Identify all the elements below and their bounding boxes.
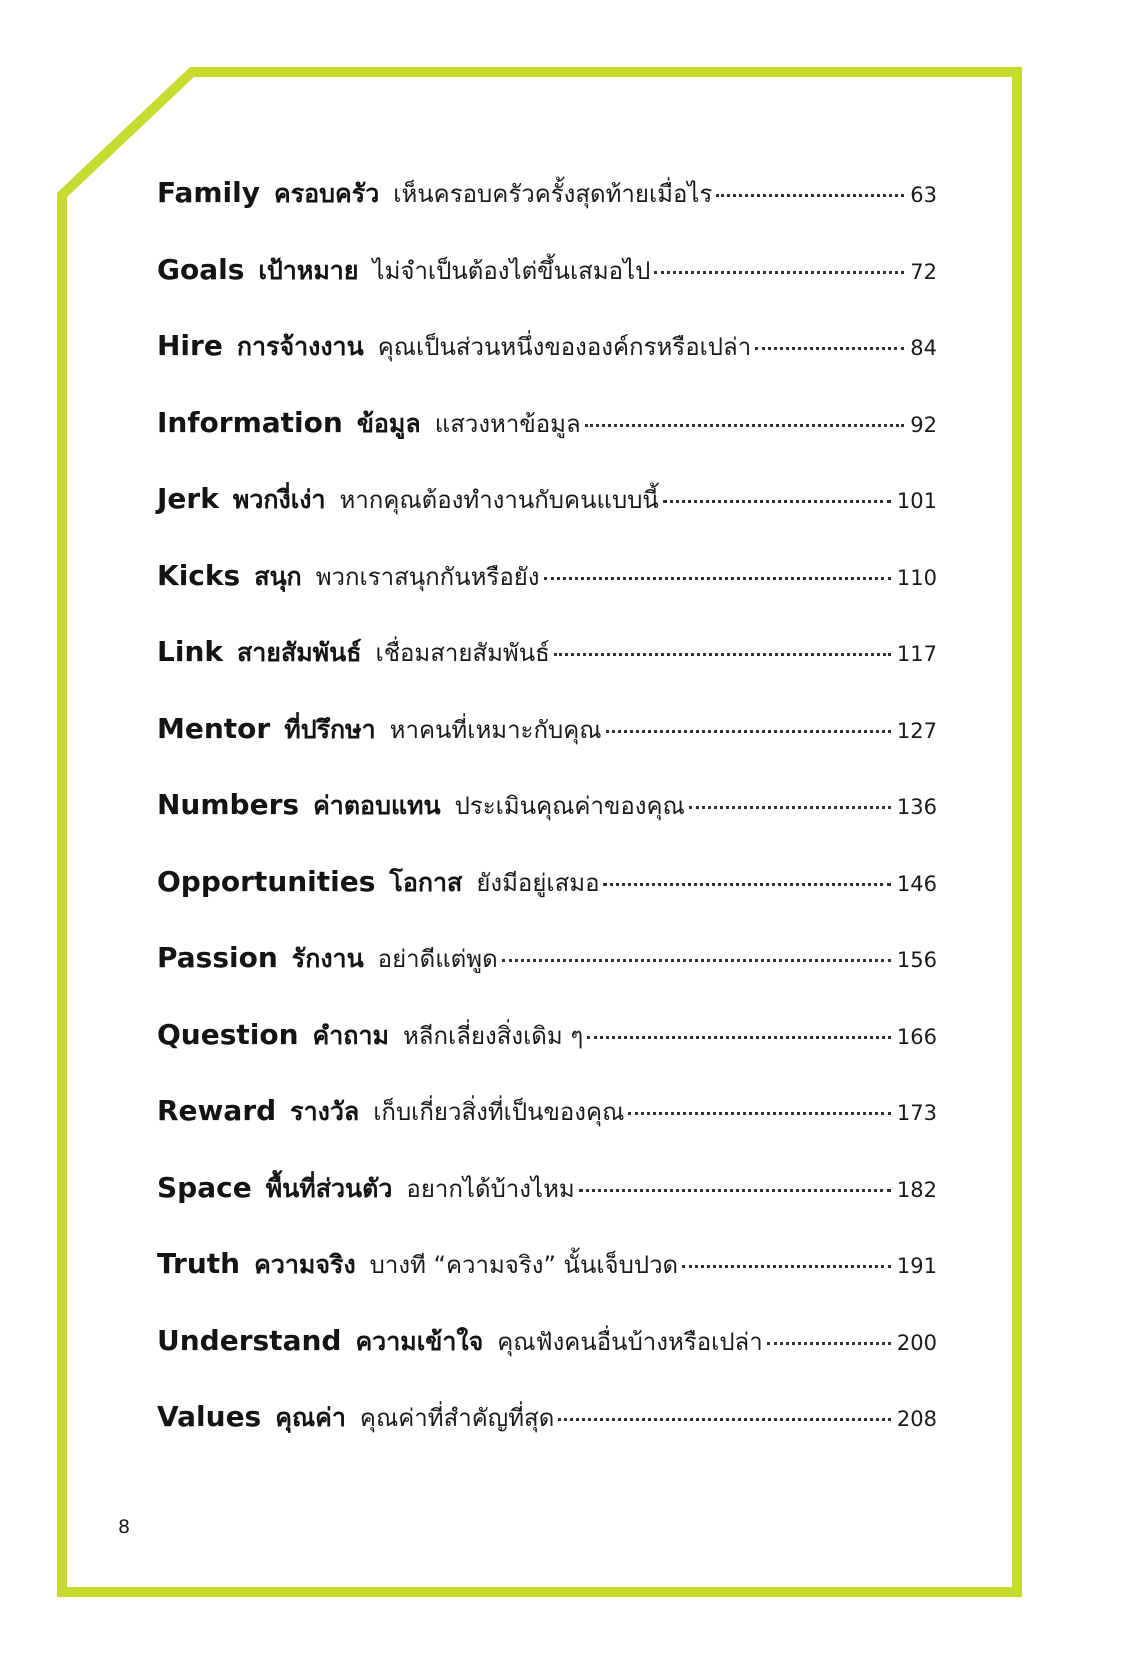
- dot-leader: [682, 1265, 891, 1268]
- entry-page-number: 166: [896, 1024, 937, 1049]
- dot-leader: [502, 959, 891, 962]
- dot-leader: [544, 577, 891, 580]
- entry-thai-title: เป้าหมาย: [258, 255, 359, 285]
- entry-subtitle: เก็บเกี่ยวสิ่งที่เป็นของคุณ: [373, 1098, 625, 1126]
- entry-page-number: 72: [910, 259, 937, 284]
- dot-leader: [579, 1189, 891, 1192]
- entry-page-number: 92: [910, 412, 937, 437]
- entry-thai-title: ค่าตอบแทน: [313, 791, 441, 820]
- dot-leader: [663, 500, 891, 503]
- entry-subtitle: คุณเป็นส่วนหนึ่งขององค์กรหรือเปล่า: [377, 333, 752, 361]
- entry-english-title: Space: [157, 1170, 252, 1204]
- entry-thai-title: พวกงี่เง่า: [232, 485, 326, 514]
- toc-entry[interactable]: [157, 1169, 937, 1246]
- page-number-folio: 8: [118, 1516, 131, 1538]
- toc-entry[interactable]: [157, 557, 937, 634]
- toc-entry[interactable]: [157, 251, 937, 328]
- entry-english-title: Reward: [157, 1094, 277, 1127]
- entry-subtitle: คุณฟังคนอื่นบ้างหรือเปล่า: [497, 1327, 763, 1356]
- entry-page-number: 136: [896, 795, 937, 819]
- toc-entry[interactable]: [157, 633, 937, 710]
- entry-page-number: 127: [896, 718, 937, 743]
- entry-thai-title: พื้นที่ส่วนตัว: [265, 1173, 393, 1203]
- entry-english-title: Numbers: [157, 788, 300, 821]
- dot-leader: [587, 1036, 891, 1039]
- dot-leader: [716, 194, 904, 197]
- entry-page-number: 101: [896, 489, 937, 513]
- toc-entry[interactable]: [157, 404, 937, 481]
- dot-leader: [558, 1418, 891, 1421]
- dot-leader: [654, 271, 904, 274]
- entry-thai-title: โอกาส: [389, 867, 463, 897]
- dot-leader: [628, 1112, 891, 1115]
- entry-thai-title: การจ้างงาน: [236, 332, 364, 361]
- entry-page-number: 156: [896, 948, 937, 972]
- toc-entry[interactable]: [157, 480, 937, 557]
- table-of-contents: [157, 174, 937, 1475]
- toc-entry[interactable]: [157, 1016, 937, 1093]
- entry-page-number: 208: [896, 1407, 937, 1431]
- dot-leader: [689, 806, 891, 809]
- entry-english-title: Kicks: [157, 558, 241, 592]
- toc-entry[interactable]: [157, 939, 937, 1016]
- toc-entry[interactable]: [157, 174, 937, 251]
- entry-subtitle: ยังมีอยู่เสมอ: [476, 868, 600, 897]
- toc-entry[interactable]: [157, 1398, 937, 1475]
- entry-subtitle: แสวงหาข้อมูล: [434, 409, 581, 438]
- dot-leader: [606, 730, 891, 733]
- entry-english-title: Mentor: [157, 711, 271, 745]
- toc-entry[interactable]: [157, 786, 937, 863]
- entry-page-number: 117: [896, 642, 937, 666]
- dot-leader: [767, 1342, 891, 1345]
- entry-english-title: Question: [157, 1017, 299, 1051]
- toc-entry[interactable]: [157, 1092, 937, 1169]
- entry-thai-title: ข้อมูล: [356, 408, 421, 438]
- entry-subtitle: หาคนที่เหมาะกับคุณ: [389, 715, 602, 744]
- entry-english-title: Information: [157, 405, 343, 439]
- entry-subtitle: เห็นครอบครัวครั้งสุดท้ายเมื่อไร: [393, 180, 713, 208]
- entry-english-title: Hire: [157, 329, 223, 362]
- toc-entry[interactable]: [157, 327, 937, 404]
- entry-thai-title: ครอบครัว: [274, 179, 380, 208]
- entry-subtitle: อย่าดีแต่พูด: [377, 945, 498, 973]
- entry-english-title: Link: [157, 635, 223, 668]
- dot-leader: [603, 883, 890, 886]
- entry-thai-title: ความจริง: [254, 1250, 356, 1279]
- entry-page-number: 182: [896, 1177, 937, 1202]
- entry-thai-title: สายสัมพันธ์: [237, 638, 362, 667]
- entry-subtitle: บางที “ความจริง” นั้นเจ็บปวด: [369, 1251, 679, 1279]
- entry-subtitle: คุณค่าที่สำคัญที่สุด: [359, 1404, 555, 1432]
- entry-english-title: Goals: [157, 252, 245, 286]
- entry-english-title: Truth: [157, 1247, 241, 1280]
- entry-english-title: Opportunities: [157, 864, 376, 898]
- entry-thai-title: รักงาน: [291, 944, 364, 973]
- entry-subtitle: ประเมินคุณค่าของคุณ: [454, 792, 685, 820]
- entry-subtitle: หากคุณต้องทำงานกับคนแบบนี้: [339, 486, 659, 514]
- entry-english-title: Passion: [157, 941, 278, 974]
- toc-entry[interactable]: [157, 710, 937, 787]
- entry-subtitle: ไม่จำเป็นต้องไต่ขึ้นเสมอไป: [372, 256, 651, 285]
- entry-subtitle: พวกเราสนุกกันหรือยัง: [315, 562, 540, 591]
- entry-thai-title: คุณค่า: [275, 1403, 346, 1432]
- entry-thai-title: ที่ปรึกษา: [284, 714, 376, 744]
- entry-page-number: 191: [896, 1254, 937, 1278]
- entry-page-number: 110: [896, 565, 937, 590]
- entry-english-title: Family: [157, 176, 261, 209]
- entry-thai-title: คำถาม: [312, 1020, 389, 1050]
- toc-entry[interactable]: [157, 1322, 937, 1399]
- entry-page-number: 63: [910, 183, 937, 207]
- entry-english-title: Understand: [157, 1323, 342, 1357]
- entry-thai-title: ความเข้าใจ: [355, 1326, 484, 1356]
- entry-english-title: Jerk: [157, 482, 219, 515]
- entry-subtitle: หลีกเลี่ยงสิ่งเดิม ๆ: [402, 1021, 584, 1050]
- toc-entry[interactable]: [157, 863, 937, 940]
- dot-leader: [755, 347, 904, 350]
- entry-subtitle: อยากได้บ้างไหม: [406, 1174, 575, 1203]
- entry-page-number: 200: [896, 1330, 937, 1355]
- entry-page-number: 146: [896, 871, 937, 896]
- entry-thai-title: สนุก: [254, 561, 302, 591]
- entry-english-title: Values: [157, 1400, 262, 1433]
- entry-page-number: 84: [910, 336, 937, 360]
- entry-page-number: 173: [896, 1101, 937, 1125]
- entry-subtitle: เชื่อมสายสัมพันธ์: [375, 639, 550, 667]
- dot-leader: [585, 424, 905, 427]
- dot-leader: [554, 653, 891, 656]
- toc-entry[interactable]: [157, 1245, 937, 1322]
- entry-thai-title: รางวัล: [290, 1097, 360, 1126]
